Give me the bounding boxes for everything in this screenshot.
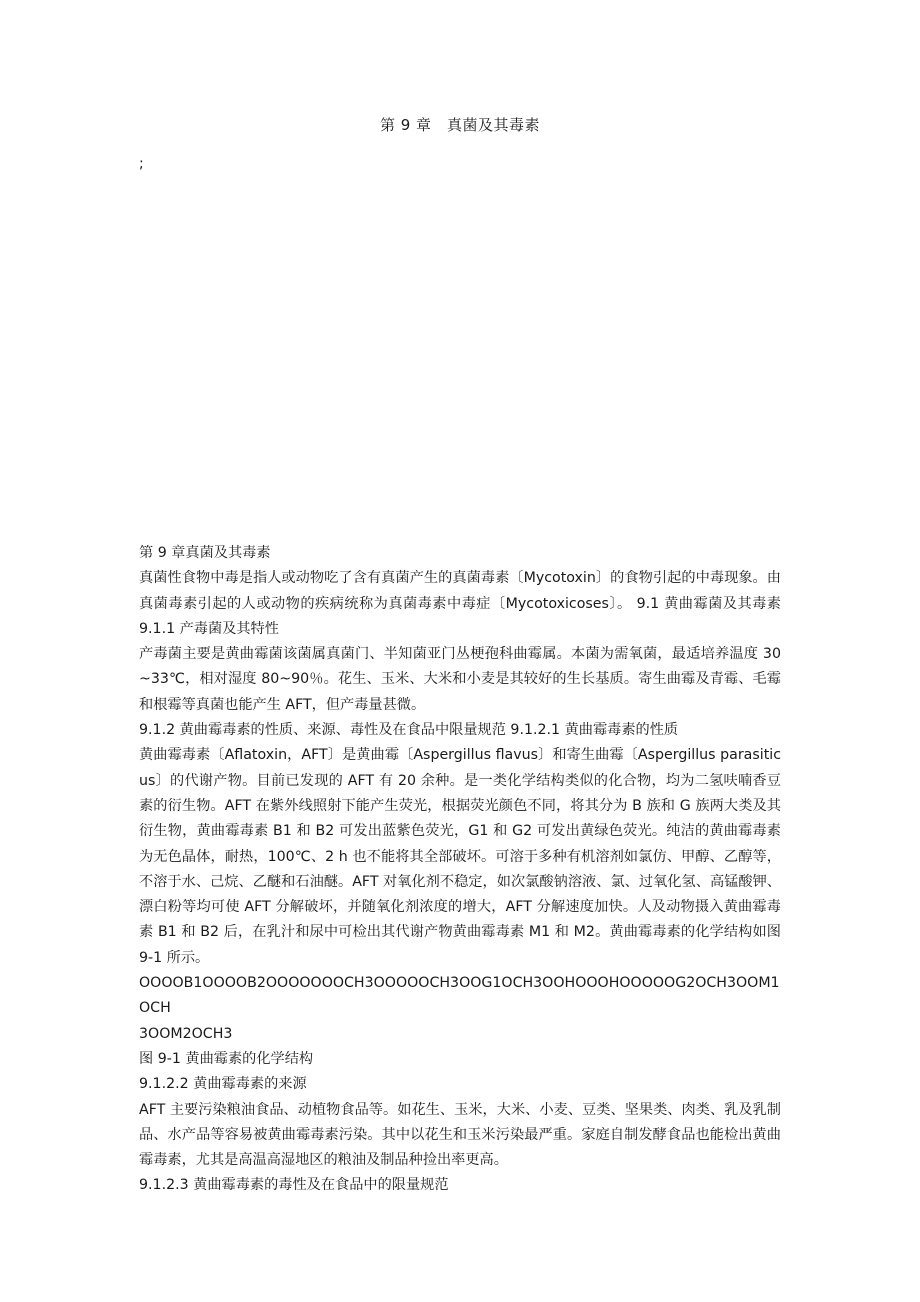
intro-paragraph: 真菌性食物中毒是指人或动物吃了含有真菌产生的真菌毒素〔Mycotoxin〕的食物引起的中毒现象。由真菌毒素引起的人或动物的疾病统称为真菌毒素中毒症〔Mycotoxicoses〕。 9.1 黄曲霉菌及其毒素 9.1.1 产毒菌及其特性 (139, 570, 781, 637)
stray-semicolon: ; (139, 156, 144, 172)
source-paragraph: AFT 主要污染粮油食品、动植物食品等。如花生、玉米，大米、小麦、豆类、坚果类、肉类、乳及乳制品、水产品等容易被黄曲霉毒素污染。其中以花生和玉米污染最严重。家庭自制发酵食品也能检出黄曲霉毒素，尤其是高温高湿地区的粮油及制品种捡出率更高。 (139, 1101, 781, 1169)
producer-paragraph: 产毒菌主要是黄曲霉菌该菌属真菌门、半知菌亚门丛梗孢科曲霉属。本菌为需氧菌，最适培养温度 30~33℃，相对湿度 80~90％。花生、玉米、大米和小麦是其较好的生长基质。寄生曲霉及青霉、毛霉和根霉等真菌也能产生 AFT，但产毒量甚微。 (139, 646, 781, 713)
formula-line-1: OOOOB1OOOOB2OOOOOOOCH3OOOOOCH3OOG1OCH3OOHOOOHOOOOOG2OCH3OOM1OCH (139, 975, 780, 1017)
chapter-title: 第 9 章 真菌及其毒素 (379, 116, 541, 134)
body-text (139, 541, 781, 1199)
properties-paragraph: 黄曲霉毒素〔Aflatoxin，AFT〕是黄曲霉〔Aspergillus flavus〕和寄生曲霉〔Aspergillus parasiticus〕的代谢产物。目前已发现的 AFT 有 20 余种。是一类化学结构类似的化合物，均为二氢呋喃香豆素的衍生物。AFT 在紫外线照射下能产生荧光，根据荧光颜色不同，将其分为 B 族和 G 族两大类及其衍生物，黄曲霉毒素 B1 和 B2 可发出蓝紫色荧光，G1 和 G2 可发出黄绿色荧光。纯洁的黄曲霉毒素为无色晶体，耐热，100℃、2 h 也不能将其全部破坏。可溶于多种有机溶剂如氯仿、甲醇、乙醇等，不溶于水、己烷、乙醚和石油醚。AFT 对氧化剂不稳定，如次氯酸钠溶液、氯、过氧化氢、高锰酸钾、漂白粉等均可使 AFT 分解破坏，并随氧化剂浓度的增大，AFT 分解速度加快。人及动物摄入黄曲霉毒素 B1 和 B2 后，在乳汁和尿中可检出其代谢产物黄曲霉毒素 M1 和 M2。黄曲霉毒素的化学结构如图 9-1 所示。 (139, 747, 781, 966)
toxicity-heading: 9.1.2.3 黄曲霉毒素的毒性及在食品中的限量规范 (139, 1177, 449, 1194)
formula-line-2: 3OOM2OCH3 (139, 1025, 233, 1042)
section-heading: 第 9 章真菌及其毒素 (139, 545, 271, 561)
figure-caption: 图 9-1 黄曲霉素的化学结构 (139, 1050, 314, 1067)
subsection-heading: 9.1.2 黄曲霉毒素的性质、来源、毒性及在食品中限量规范 9.1.2.1 黄曲霉毒素的性质 (139, 722, 679, 739)
source-heading: 9.1.2.2 黄曲霉毒素的来源 (139, 1076, 307, 1093)
